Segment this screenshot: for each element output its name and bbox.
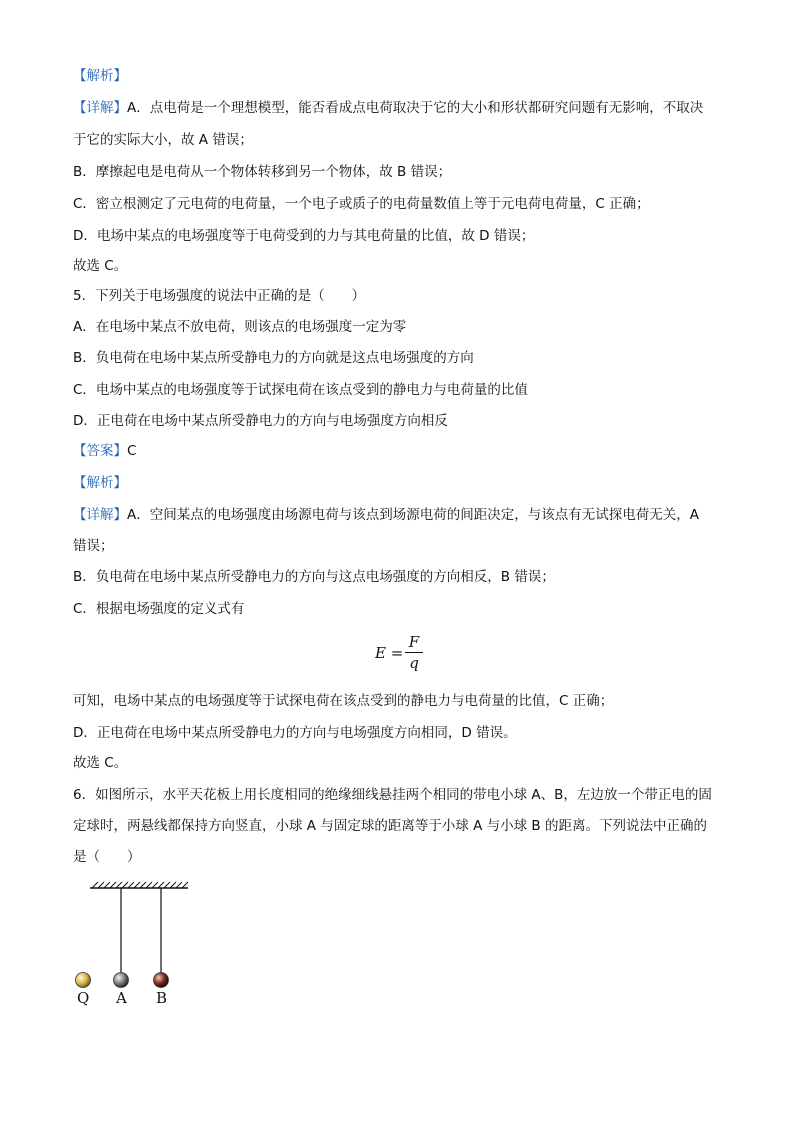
ball-b <box>154 973 169 988</box>
text: B．负电荷在电场中某点所受静电力的方向与这点电场强度的方向相反，B 错误； <box>73 569 555 585</box>
formula-lhs: E = <box>375 644 404 662</box>
detail-line-9 <box>73 599 733 619</box>
detail-line-3 <box>73 162 733 182</box>
text: A．空间某点的电场强度由场源电荷与该点到场源电荷的间距决定，与该点有无试探电荷无关，A <box>127 507 699 523</box>
detail-line-8 <box>73 567 733 587</box>
question-5-option-a <box>73 317 733 337</box>
question-6-stem-1 <box>73 785 733 805</box>
question-5-option-c <box>73 380 733 400</box>
tag: 【答案】 <box>73 443 127 459</box>
question-5-stem <box>73 286 733 306</box>
detail-line-1 <box>73 98 733 118</box>
question-5-option-d <box>73 411 733 431</box>
text: D．电场中某点的电场强度等于电荷受到的力与其电荷量的比值，故 D 错误； <box>73 228 535 244</box>
question-5-option-b <box>73 348 733 368</box>
detail-line-2 <box>73 130 733 150</box>
text: C．电场中某点的电场强度等于试探电荷在该点受到的静电力与电荷量的比值 <box>73 382 528 398</box>
ball-q <box>76 973 91 988</box>
text: C．根据电场强度的定义式有 <box>73 601 245 617</box>
tag: 【详解】 <box>73 507 127 523</box>
text: A．在电场中某点不放电荷，则该点的电场强度一定为零 <box>73 319 407 335</box>
text: 错误； <box>73 538 114 554</box>
detail-line-6 <box>73 505 733 525</box>
text: 6．如图所示，水平天花板上用长度相同的绝缘细线悬挂两个相同的带电小球 A、B，左边放一个带正电的固 <box>73 787 712 803</box>
choice-line-2 <box>73 753 733 773</box>
text: D．正电荷在电场中某点所受静电力的方向与电场强度方向相同，D 错误。 <box>73 725 517 741</box>
answer-line <box>73 441 733 461</box>
text: C．密立根测定了元电荷的电荷量，一个电子或质子的电荷量数值上等于元电荷电荷量，C 正确； <box>73 196 650 212</box>
text: 可知，电场中某点的电场强度等于试探电荷在该点受到的静电力与电荷量的比值，C 正确； <box>73 693 614 709</box>
section-analysis-label <box>73 66 733 86</box>
choice-line <box>73 256 733 276</box>
ceiling <box>90 882 188 888</box>
detail-line-11 <box>73 723 733 743</box>
text: A．点电荷是一个理想模型，能否看成点电荷取决于它的大小和形状都研究问题有无影响，不取决 <box>127 100 704 116</box>
formula-e-equals-f-over-q <box>375 632 435 676</box>
text: B．负电荷在电场中某点所受静电力的方向就是这点电场强度的方向 <box>73 350 474 366</box>
question-6-stem-2 <box>73 816 733 836</box>
section-analysis-label-2 <box>73 473 733 493</box>
text: 于它的实际大小，故 A 错误； <box>73 132 253 148</box>
tag: 【详解】 <box>73 100 127 116</box>
tag: 【解析】 <box>73 68 127 84</box>
text: C <box>127 443 137 459</box>
text: 故选 C。 <box>73 258 128 274</box>
detail-line-7 <box>73 536 733 556</box>
text: D．正电荷在电场中某点所受静电力的方向与电场强度方向相反 <box>73 413 448 429</box>
text: 故选 C。 <box>73 755 128 771</box>
detail-line-10 <box>73 691 733 711</box>
fraction <box>403 632 425 673</box>
label-q: Q <box>77 989 90 1007</box>
label-b: B <box>156 989 168 1007</box>
tag: 【解析】 <box>73 475 127 491</box>
pendulum-figure <box>68 874 208 1014</box>
text: 定球时，两悬线都保持方向竖直，小球 A 与固定球的距离等于小球 A 与小球 B 的距离。下列说法中正确的 <box>73 818 707 834</box>
detail-line-4 <box>73 194 733 214</box>
text: 5．下列关于电场强度的说法中正确的是（ ） <box>73 288 366 304</box>
question-6-stem-3 <box>73 847 733 867</box>
ball-a <box>114 973 129 988</box>
numerator: F <box>408 633 420 651</box>
text: B．摩擦起电是电荷从一个物体转移到另一个物体，故 B 错误； <box>73 164 452 180</box>
text: 是（ ） <box>73 849 141 865</box>
denominator: q <box>409 654 419 672</box>
detail-line-5 <box>73 226 733 246</box>
label-a: A <box>116 989 127 1007</box>
